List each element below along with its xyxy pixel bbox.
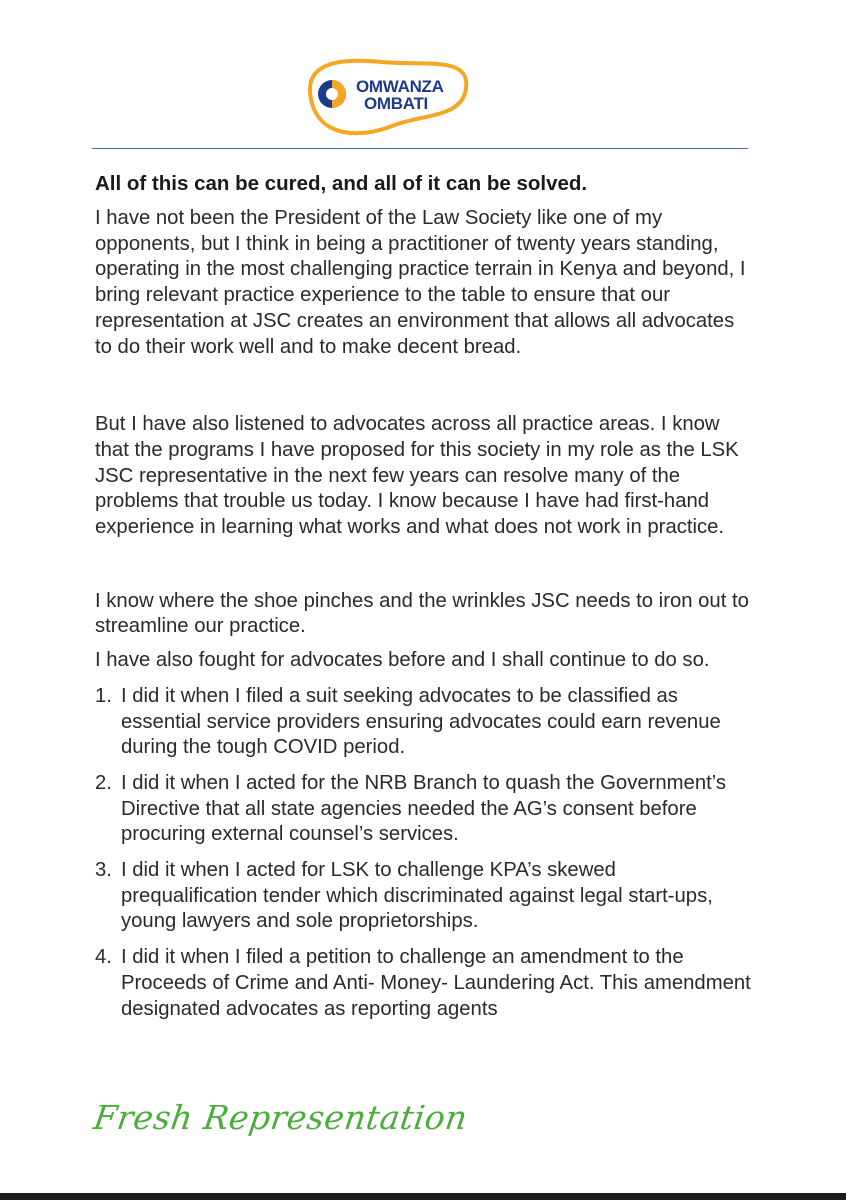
- paragraph-experience: I have not been the President of the Law Society like one of my opponents, but I think in being a practitioner of twenty years standing, operating in the most challenging practice terrain in Kenya and beyond, I bring relevant practice experience to the table to ensure that our representation at JSC creates an environment that allows all advocates to do their work well and to make decent bread.: [95, 207, 746, 358]
- paragraph-shoe-pinches: I know where the shoe pinches and the wrinkles JSC needs to iron out to streamline our practice.: [95, 589, 749, 638]
- logo-line1: OMWANZA: [356, 77, 444, 96]
- campaign-tagline: Fresh Representation: [91, 1098, 471, 1137]
- brand-logo: [302, 52, 472, 144]
- letter-body: [95, 170, 755, 1032]
- list-number: 2.: [95, 771, 112, 794]
- list-text: I did it when I filed a petition to challenge an amendment to the Proceeds of Crime and Anti- Money- Laundering Act. This amendment designated advocates as reporting agents: [121, 946, 751, 1020]
- list-text: I did it when I acted for LSK to challenge KPA’s skewed prequalification tender which discriminated against legal start-ups, young lawyers and sole proprietorships.: [121, 859, 713, 933]
- paragraph-fought: I have also fought for advocates before and I shall continue to do so.: [95, 649, 710, 672]
- list-item: [95, 771, 755, 848]
- achievements-list: [95, 684, 755, 1022]
- list-item: [95, 945, 755, 1022]
- list-text: I did it when I filed a suit seeking advocates to be classified as essential service providers ensuring advocates could earn revenue during the tough COVID period.: [121, 684, 721, 759]
- section-heading: All of this can be cured, and all of it can be solved.: [95, 172, 588, 195]
- list-number: 4.: [95, 946, 112, 969]
- list-number: 3.: [95, 859, 112, 882]
- logo-line2: OMBATI: [364, 94, 428, 113]
- logo-wordmark: [356, 78, 444, 112]
- list-item: [95, 684, 755, 761]
- bottom-border: [0, 1193, 846, 1200]
- paragraph-listened: But I have also listened to advocates across all practice areas. I know that the programs I have proposed for this society in my role as the LSK JSC representative in the next few years can resolve many of the problems that trouble us today. I know because I have had first-hand experience in learning what works and what does not work in practice.: [95, 413, 739, 539]
- list-item: [95, 858, 755, 935]
- list-text: I did it when I acted for the NRB Branch to quash the Government’s Directive that all state agencies needed the AG’s consent before procuring external counsel’s services.: [121, 771, 727, 846]
- header-divider: [92, 148, 748, 149]
- list-number: 1.: [95, 684, 112, 707]
